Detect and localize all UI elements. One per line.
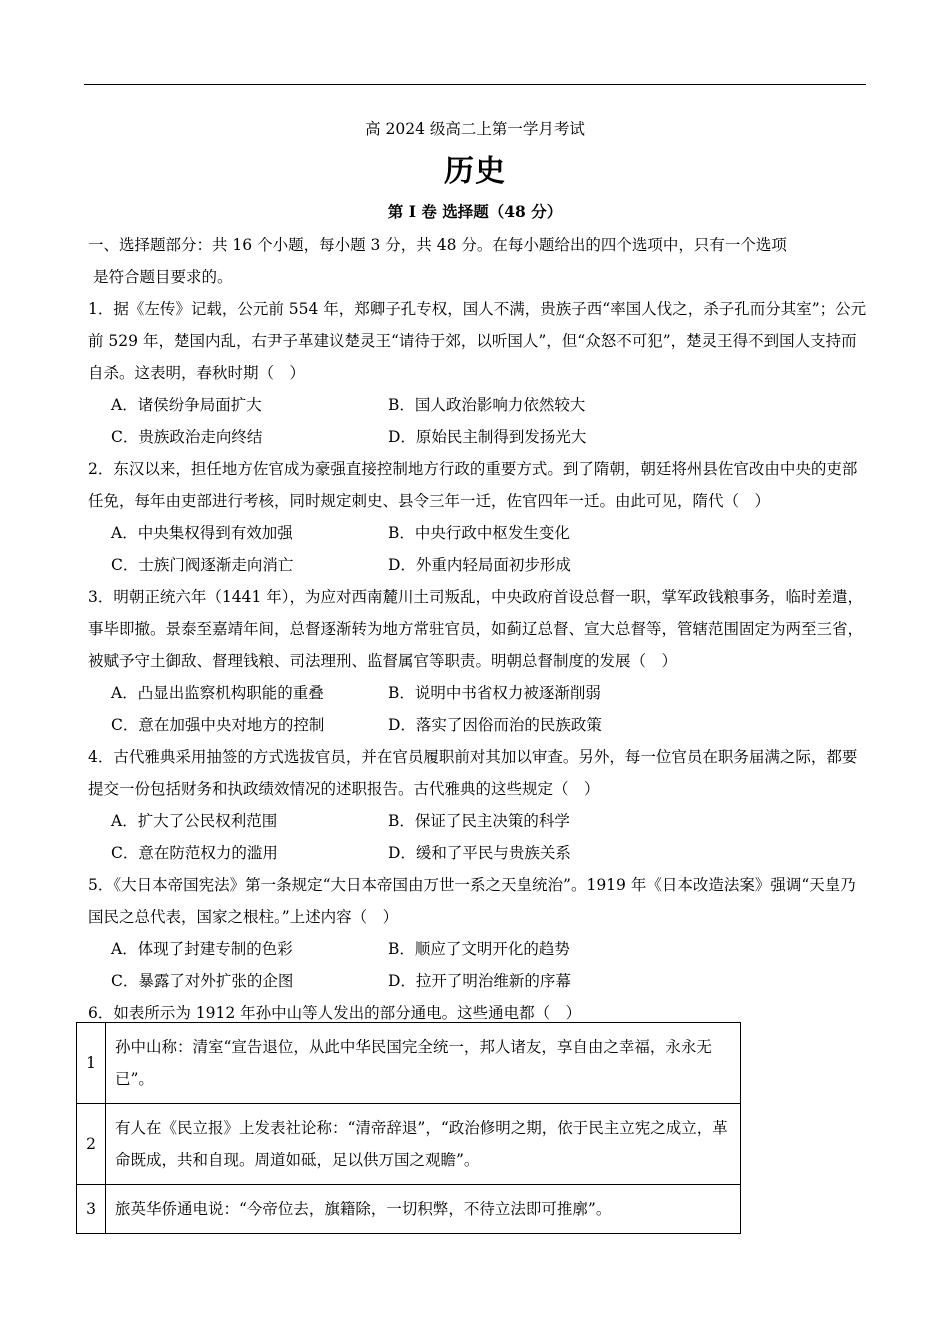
option-grid xyxy=(88,805,868,869)
question-stem: 5．《大日本帝国宪法》第一条规定“大日本帝国由万世一系之天皇统治”。1919 年《日本改造法案》强调“天皇乃国民之总代表，国家之根柱。”上述内容（ ） xyxy=(88,876,856,926)
option-c: C．意在防范权力的滥用 xyxy=(111,844,278,862)
question-2 xyxy=(88,453,868,581)
option-a: A．中央集权得到有效加强 xyxy=(111,524,293,542)
question-4 xyxy=(88,741,868,869)
option-grid xyxy=(88,517,868,581)
question-stem: 4．古代雅典采用抽签的方式选拔官员，并在官员履职前对其加以审查。另外，每一位官员在职务届满之际，都要提交一份包括财务和执政绩效情况的述职报告。古代雅典的这些规定（ ） xyxy=(88,748,858,798)
row-number: 2 xyxy=(77,1104,106,1185)
table-row xyxy=(77,1185,741,1234)
question-3 xyxy=(88,581,868,741)
option-a: A．扩大了公民权利范围 xyxy=(111,812,278,830)
row-number: 1 xyxy=(77,1023,106,1104)
section-title: 第 I 卷 选择题（48 分） xyxy=(387,202,563,221)
question-5 xyxy=(88,869,868,997)
table-row xyxy=(77,1023,741,1104)
option-b: B．顺应了文明开化的趋势 xyxy=(388,940,570,958)
option-grid xyxy=(88,389,868,453)
option-c: C．贵族政治走向终结 xyxy=(111,428,263,446)
row-text: 有人在《民立报》上发表社论称：“清帝辞退”，“政治修明之期，依于民主立宪之成立，革命既成，共和自现。周道如砥，足以供万国之观瞻”。 xyxy=(106,1104,741,1185)
option-a: A．诸侯纷争局面扩大 xyxy=(111,396,262,414)
question-stem: 6．如表所示为 1912 年孙中山等人发出的部分通电。这些通电都（ ） xyxy=(88,1004,582,1022)
option-d: D．外重内轻局面初步形成 xyxy=(388,556,571,574)
row-number: 3 xyxy=(77,1185,106,1234)
subject-title: 历史 xyxy=(444,154,506,189)
option-d: D．拉开了明治维新的序幕 xyxy=(388,972,571,990)
option-c: C．士族门阀逐渐走向消亡 xyxy=(111,556,294,574)
option-grid xyxy=(88,933,868,997)
table-row xyxy=(77,1104,741,1185)
question-stem: 3．明朝正统六年（1441 年），为应对西南麓川土司叛乱，中央政府首设总督一职，掌军政钱粮事务，临时差遣，事毕即撤。景泰至嘉靖年间，总督逐渐转为地方常驻官员，如蓟辽总督、宣大总督等，管辖范围固定为两至三省，被赋予守土御敌、督理钱粮、司法理刑、监督属官等职责。明朝总督制度的发展（ ） xyxy=(88,588,864,670)
question-1 xyxy=(88,293,868,453)
row-text: 孙中山称：清室“宣告退位，从此中华民国完全统一，邦人诸友，享自由之幸福，永永无已”。 xyxy=(106,1023,741,1104)
option-a: A．体现了封建专制的色彩 xyxy=(111,940,293,958)
option-d: D．原始民主制得到发扬光大 xyxy=(388,428,587,446)
question-stem: 2．东汉以来，担任地方佐官成为豪强直接控制地方行政的重要方式。到了隋朝，朝廷将州县佐官改由中央的吏部任免，每年由吏部进行考核，同时规定刺史、县令三年一迁，佐官四年一迁。由此可见，隋代（ ） xyxy=(88,460,858,510)
option-b: B．中央行政中枢发生变化 xyxy=(388,524,570,542)
instructions-line-2: 是符合题目要求的。 xyxy=(93,268,233,286)
option-b: B．保证了民主决策的科学 xyxy=(388,812,570,830)
header-rule xyxy=(84,84,866,85)
option-c: C．暴露了对外扩张的企图 xyxy=(111,972,294,990)
instructions xyxy=(88,229,868,293)
option-d: D．缓和了平民与贵族关系 xyxy=(388,844,571,862)
option-c: C．意在加强中央对地方的控制 xyxy=(111,716,325,734)
row-text: 旅英华侨通电说：“今帝位去，旗籍除，一切积弊，不待立法即可推廓”。 xyxy=(106,1185,741,1234)
option-b: B．说明中书省权力被逐渐削弱 xyxy=(388,684,601,702)
option-grid xyxy=(88,677,868,741)
option-d: D．落实了因俗而治的民族政策 xyxy=(388,716,602,734)
instructions-line-1: 一、选择题部分：共 16 个小题，每小题 3 分，共 48 分。在每小题给出的四个选项中，只有一个选项 xyxy=(88,236,787,254)
telegram-table xyxy=(76,1022,741,1234)
option-b: B．国人政治影响力依然较大 xyxy=(388,396,586,414)
question-list xyxy=(88,229,868,1029)
exam-title: 高 2024 级高二上第一学月考试 xyxy=(365,120,585,138)
question-stem: 1．据《左传》记载，公元前 554 年，郑卿子孔专权，国人不满，贵族子西“率国人伐之，杀子孔而分其室”；公元前 529 年，楚国内乱，右尹子革建议楚灵王“请待于郊，以听国人”，但“众怒不可犯”，楚灵王得不到国人支持而自杀。这表明，春秋时期（ ） xyxy=(88,300,867,382)
option-a: A．凸显出监察机构职能的重叠 xyxy=(111,684,324,702)
